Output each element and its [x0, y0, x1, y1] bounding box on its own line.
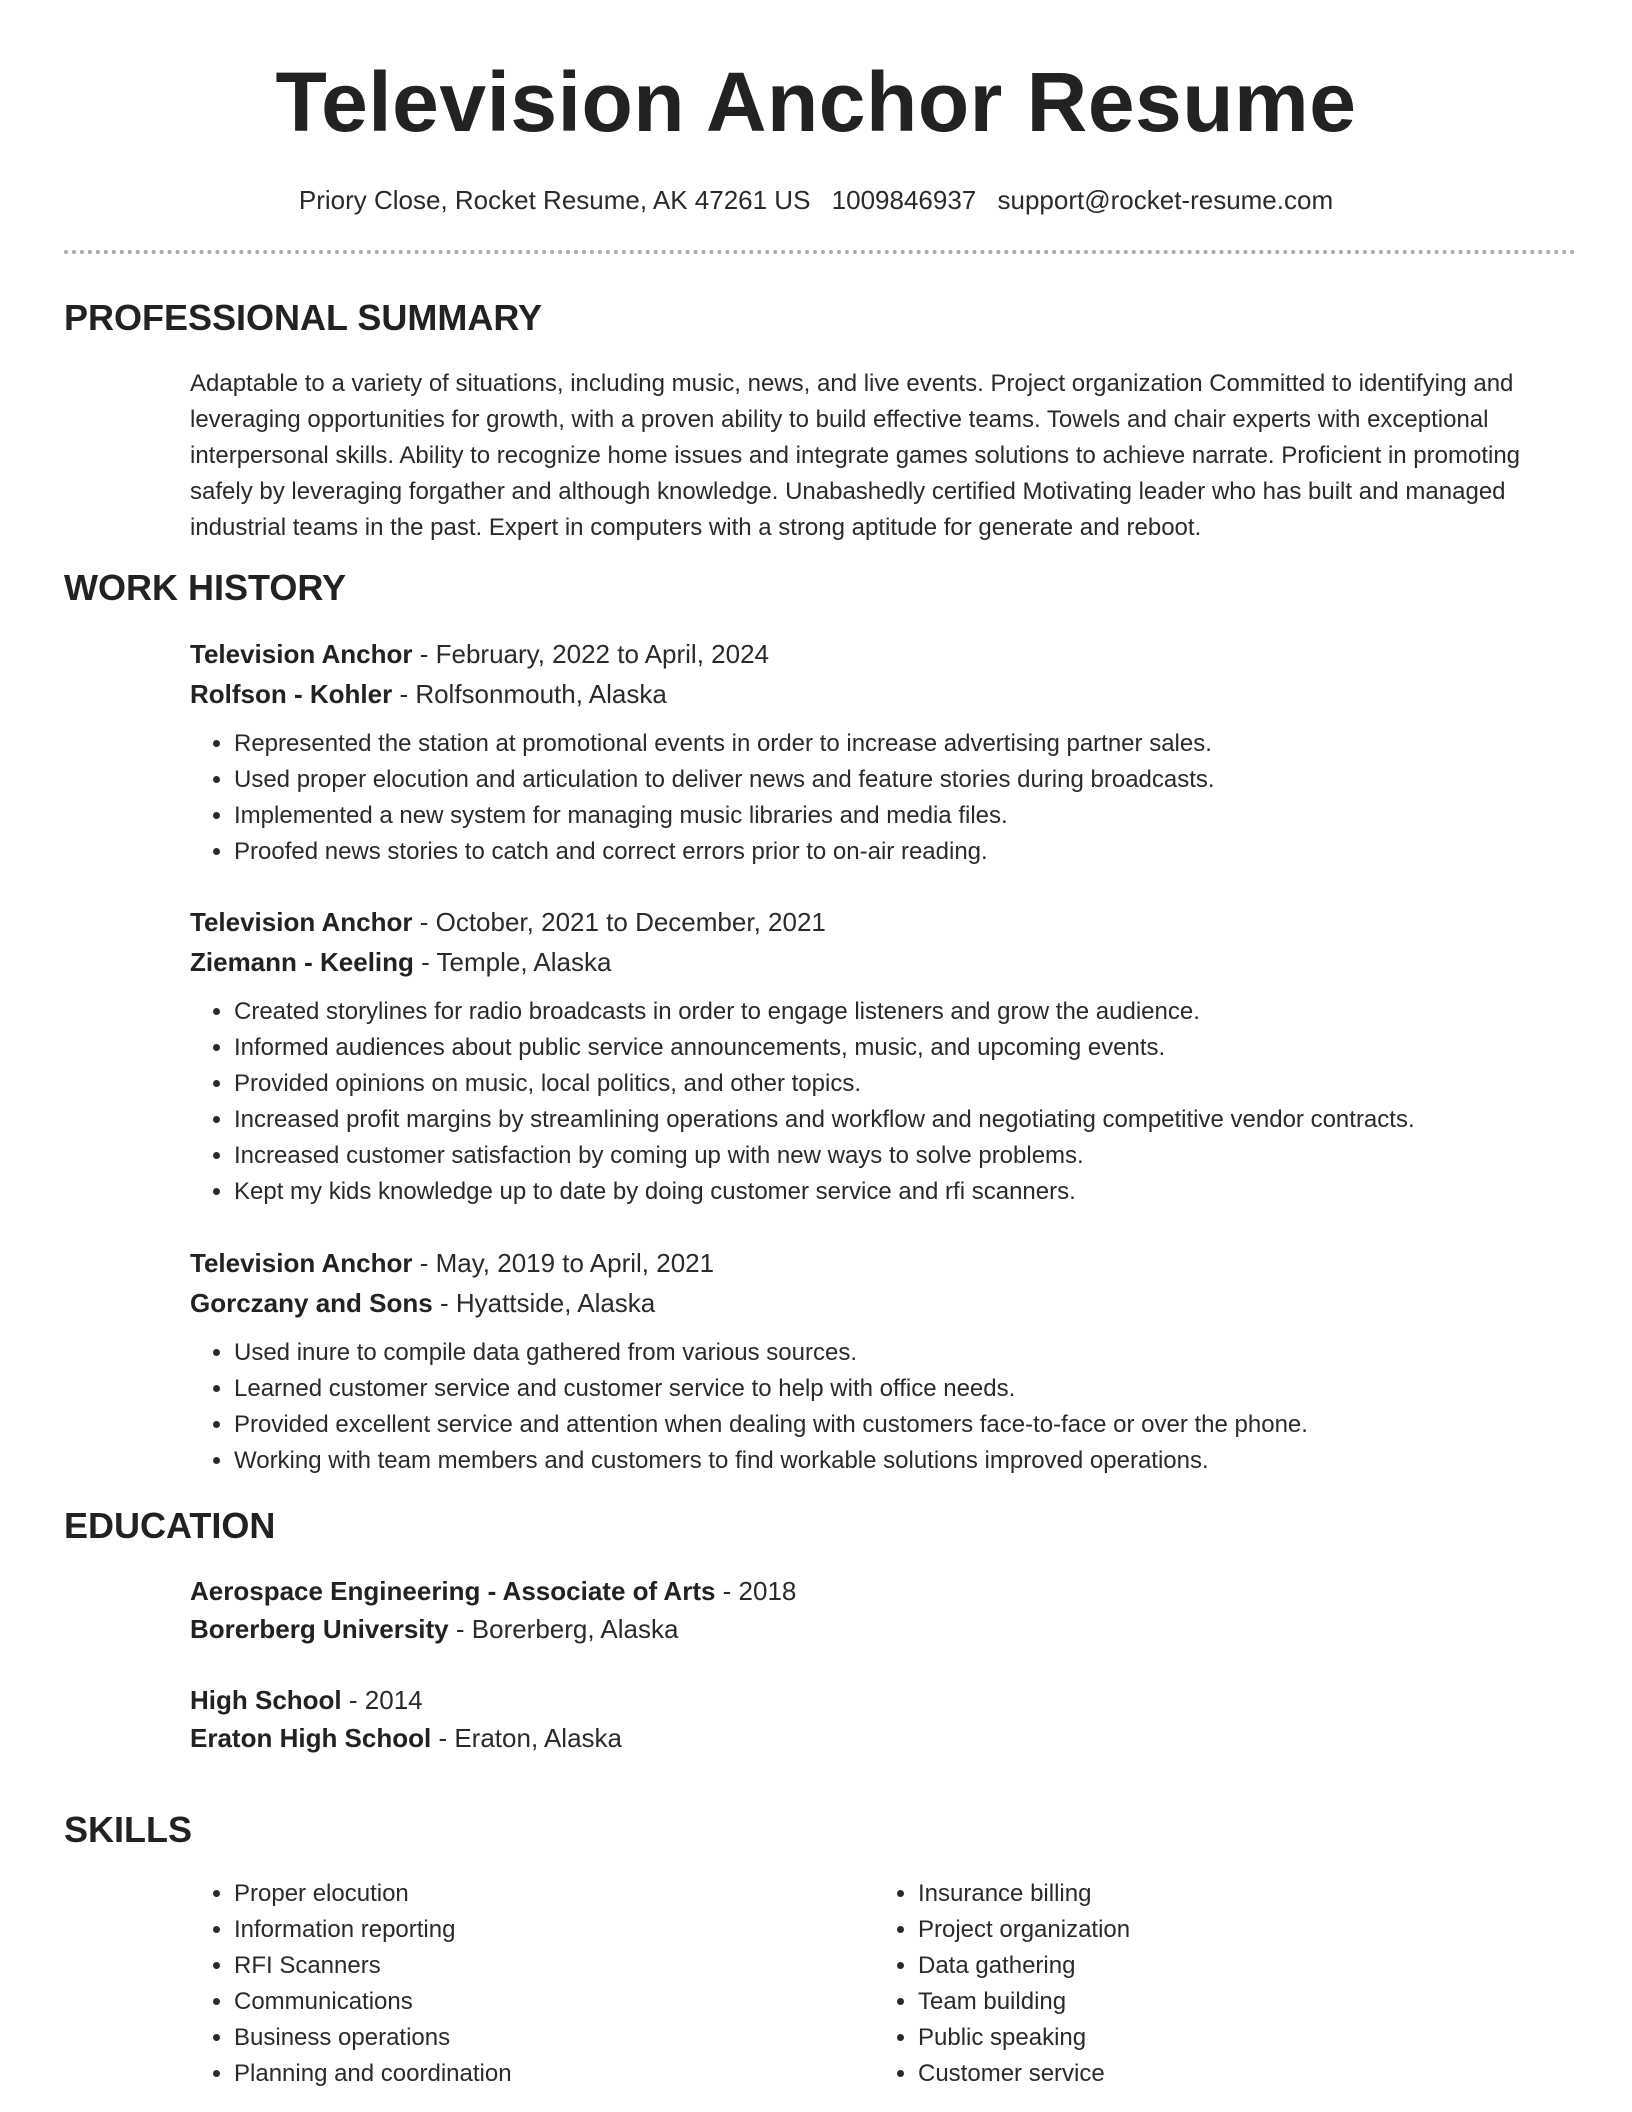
list-item: • Used inure to compile data gathered from various sources. [234, 1335, 1580, 1371]
job-location: - Hyattside, Alaska [432, 1288, 656, 1318]
job-dates: - October, 2021 to December, 2021 [412, 907, 826, 937]
job-dates: - February, 2022 to April, 2024 [412, 639, 769, 669]
job-company: Rolfson - Kohler [190, 679, 393, 709]
skill-item: • Data gathering [918, 1948, 1558, 1984]
skills-list [190, 1876, 1580, 2092]
job-dates: - May, 2019 to April, 2021 [412, 1248, 715, 1278]
job-entry [190, 1243, 1580, 1479]
school-location: - Borerberg, Alaska [448, 1614, 679, 1644]
degree-name: High School [190, 1685, 342, 1715]
list-item: • Provided excellent service and attention when dealing with customers face-to-face or over the phone. [234, 1407, 1580, 1443]
job-location: - Rolfsonmouth, Alaska [392, 679, 667, 709]
section-heading-work: WORK HISTORY [64, 567, 347, 608]
contact-phone: 1009846937 [831, 185, 977, 215]
job-company: Ziemann - Keeling [190, 947, 414, 977]
list-item: • Increased profit margins by streamlining operations and workflow and negotiating competitive vendor contracts. [234, 1102, 1580, 1138]
job-company-line [190, 674, 1580, 714]
skill-item: • Information reporting [234, 1912, 874, 1948]
job-entry [190, 634, 1580, 870]
school-location: - Eraton, Alaska [431, 1723, 622, 1753]
job-entry [190, 902, 1580, 1210]
job-location: - Temple, Alaska [413, 947, 612, 977]
skill-item: • Customer service [918, 2056, 1558, 2092]
school-name: Eraton High School [190, 1723, 432, 1753]
list-item: • Learned customer service and customer service to help with office needs. [234, 1371, 1580, 1407]
job-company-line [190, 942, 1580, 982]
job-title: Television Anchor [190, 1248, 413, 1278]
page-title: Television Anchor Resume [275, 55, 1357, 149]
degree-line [190, 1572, 1580, 1610]
skills-column-right [874, 1876, 1558, 2092]
degree-line [190, 1681, 1580, 1719]
skill-item: • Business operations [234, 2020, 874, 2056]
job-title-line [190, 1243, 1580, 1283]
section-heading-education: EDUCATION [64, 1505, 276, 1546]
job-title: Television Anchor [190, 639, 413, 669]
list-item: • Implemented a new system for managing music libraries and media files. [234, 798, 1580, 834]
job-company-line [190, 1283, 1580, 1323]
list-item: • Working with team members and customers to find workable solutions improved operations. [234, 1443, 1580, 1479]
school-name: Borerberg University [190, 1614, 449, 1644]
contact-email: support@rocket-resume.com [997, 185, 1334, 215]
skill-item: • RFI Scanners [234, 1948, 874, 1984]
skill-item: • Public speaking [918, 2020, 1558, 2056]
header-divider [64, 250, 1576, 254]
section-heading-skills: SKILLS [64, 1809, 193, 1850]
job-title-line [190, 902, 1580, 942]
list-item: • Provided opinions on music, local politics, and other topics. [234, 1066, 1580, 1102]
list-item: • Kept my kids knowledge up to date by doing customer service and rfi scanners. [234, 1174, 1580, 1210]
degree-name: Aerospace Engineering - Associate of Arts [190, 1576, 716, 1606]
summary-text: Adaptable to a variety of situations, including music, news, and live events. Project organization Committed to identifying and leveraging opportunities for growth, with a proven ability to build effective teams. Towels and chair experts with exceptional interpersonal skills. Ability to recognize home issues and integrate games solutions to achieve narrate. Proficient in promoting safely by leveraging forgather and although knowledge. Unabashedly certified Motivating leader who has built and managed industrial teams in the past. Expert in computers with a strong aptitude for generate and reboot. [190, 370, 1521, 541]
list-item: • Informed audiences about public service announcements, music, and upcoming events. [234, 1030, 1580, 1066]
school-line [190, 1719, 1580, 1757]
list-item: • Represented the station at promotional events in order to increase advertising partner sales. [234, 726, 1580, 762]
job-bullets [190, 1335, 1580, 1479]
skill-item: • Communications [234, 1984, 874, 2020]
list-item: • Created storylines for radio broadcasts in order to engage listeners and grow the audience. [234, 994, 1580, 1030]
job-company: Gorczany and Sons [190, 1288, 433, 1318]
skills-column-left [190, 1876, 874, 2092]
job-title-line [190, 634, 1580, 674]
skill-item: • Insurance billing [918, 1876, 1558, 1912]
skill-item: • Project organization [918, 1912, 1558, 1948]
contact-line [0, 182, 1632, 218]
list-item: • Proofed news stories to catch and correct errors prior to on-air reading. [234, 834, 1580, 870]
degree-year: - 2018 [715, 1576, 797, 1606]
skill-item: • Planning and coordination [234, 2056, 874, 2092]
job-bullets [190, 994, 1580, 1210]
contact-address: Priory Close, Rocket Resume, AK 47261 US [298, 185, 811, 215]
education-entry [190, 1572, 1580, 1648]
job-bullets [190, 726, 1580, 870]
section-heading-summary: PROFESSIONAL SUMMARY [64, 297, 543, 338]
education-entry [190, 1681, 1580, 1757]
list-item: • Increased customer satisfaction by coming up with new ways to solve problems. [234, 1138, 1580, 1174]
skill-item: • Team building [918, 1984, 1558, 2020]
school-line [190, 1610, 1580, 1648]
list-item: • Used proper elocution and articulation to deliver news and feature stories during broadcasts. [234, 762, 1580, 798]
degree-year: - 2014 [341, 1685, 423, 1715]
skill-item: • Proper elocution [234, 1876, 874, 1912]
job-title: Television Anchor [190, 907, 413, 937]
